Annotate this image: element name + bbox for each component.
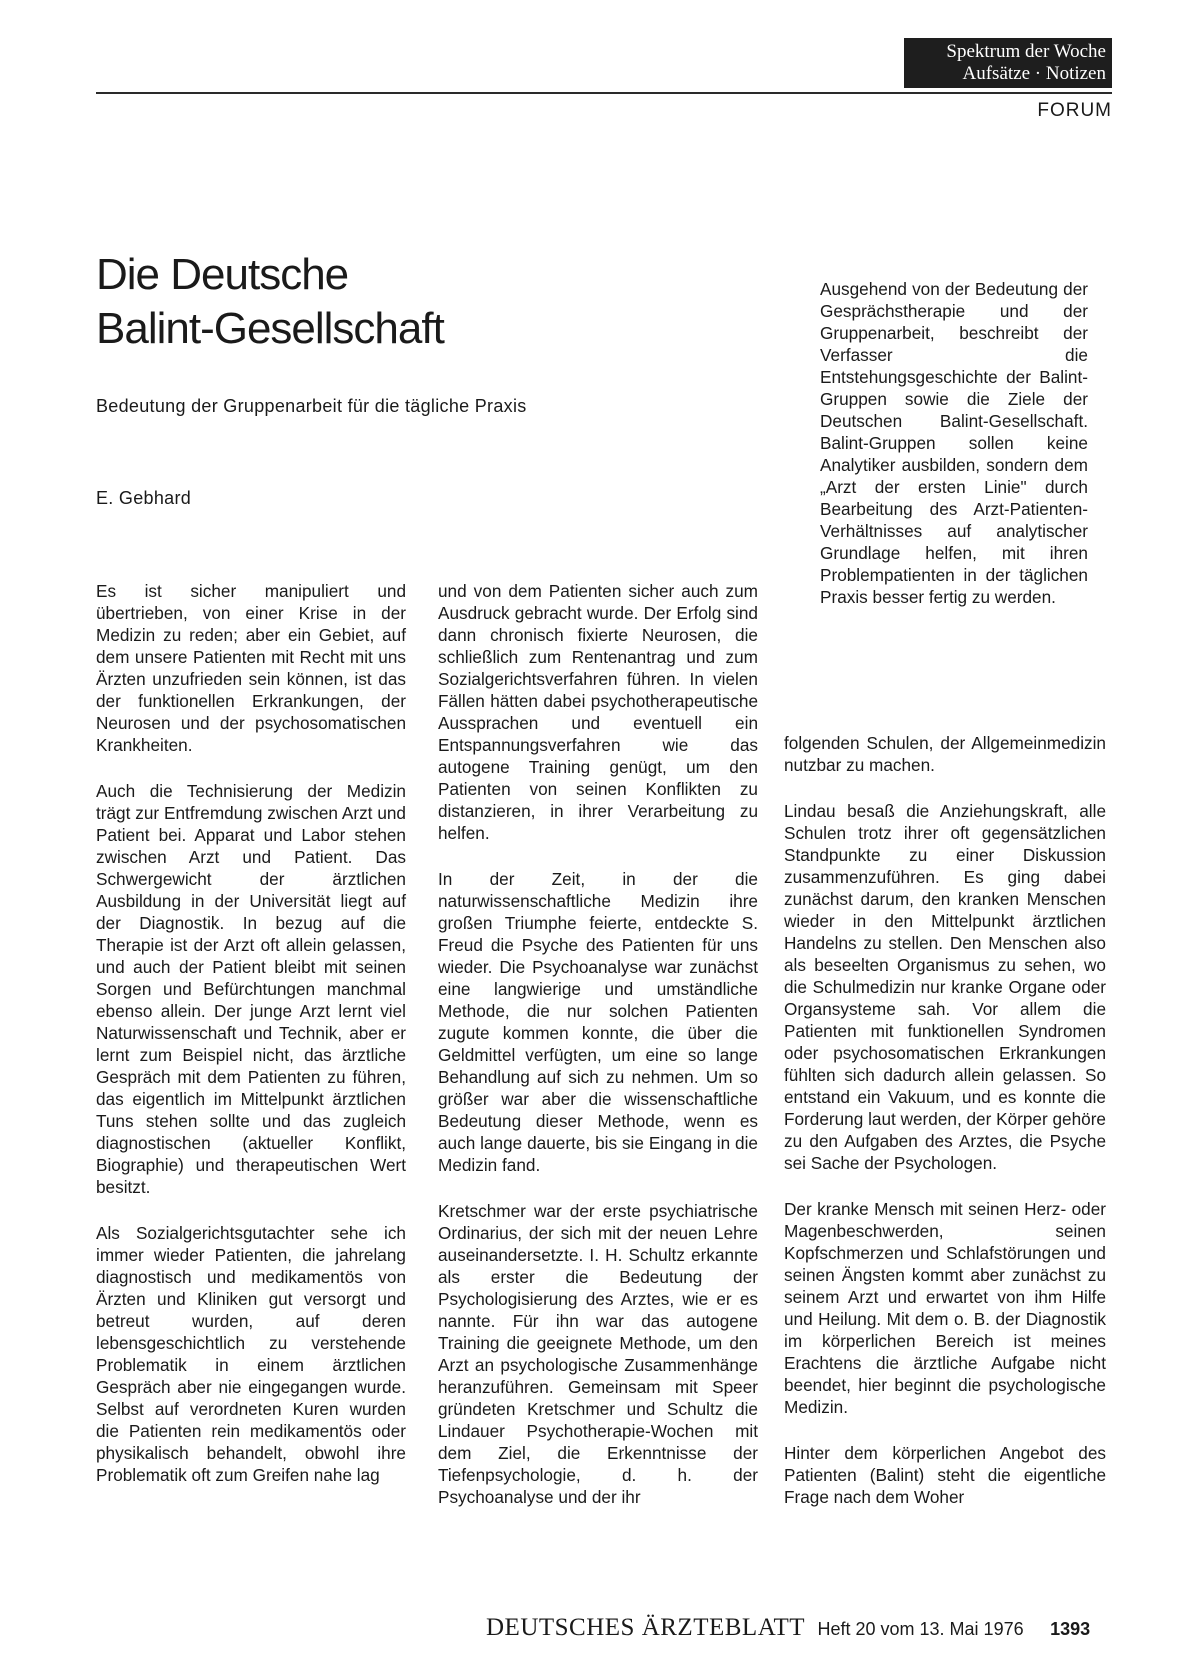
header-rule <box>96 92 1112 94</box>
article-subtitle: Bedeutung der Gruppenarbeit für die tägliche Praxis <box>96 396 527 416</box>
paragraph: Hinter dem körperlichen Angebot des Patienten (Balint) steht die eigentliche Frage nach dem Woher <box>784 1443 1106 1507</box>
badge-line-1: Spektrum der Woche <box>946 41 1106 62</box>
text-column-2 <box>438 580 758 1532</box>
section-label: FORUM <box>1037 100 1112 121</box>
journal-name: DEUTSCHES ÄRZTEBLATT <box>486 1614 806 1641</box>
article-author: E. Gebhard <box>96 488 192 508</box>
text-column-1 <box>96 580 406 1510</box>
paragraph: folgenden Schulen, der Allgemeinmedizin nutzbar zu machen. <box>784 733 1106 775</box>
paragraph: In der Zeit, in der die naturwissenschaftliche Medizin ihre großen Triumphe feierte, entdeckte S. Freud die Psyche des Patienten für uns wieder. Die Psychoanalyse war zunächst eine langwierige und umständliche Methode, die nur solchen Patienten zugute kommen konnte, die über die Geldmittel verfügten, um eine so lange Behandlung auf sich zu nehmen. Um so größer war aber die wissenschaftliche Bedeutung dieser Methode, wenn es auch lange dauerte, bis sie Eingang in die Medizin fand. <box>438 869 758 1175</box>
section-badge <box>904 38 1112 88</box>
page-footer <box>486 1614 1090 1642</box>
badge-line-2: Aufsätze · Notizen <box>962 63 1106 84</box>
paragraph: Kretschmer war der erste psychiatrische Ordinarius, der sich mit der neuen Lehre auseinandersetzte. I. H. Schultz erkannte als erster die Bedeutung der Psychologisierung des Arztes, wie er es nannte. Für ihn war das autogene Training die geeignete Methode, um den Arzt an psychologische Zusammenhänge heranzuführen. Gemeinsam mit Speer gründeten Kretschmer und Schultz die Lindauer Psychotherapie-Wochen mit dem Ziel, die Erkenntnisse der Tiefenpsychologie, d. h. der Psychoanalyse und der ihr <box>438 1201 758 1507</box>
paragraph: Auch die Technisierung der Medizin trägt zur Entfremdung zwischen Arzt und Patient bei. Apparat und Labor stehen zwischen Arzt und Patient. Das Schwergewicht der ärztlichen Ausbildung in der Universität liegt auf der Diagnostik. In bezug auf die Therapie ist der Arzt oft allein gelassen, und auch der Patient bleibt mit seinen Sorgen und Befürchtungen manchmal ebenso allein. Der junge Arzt lernt viel Naturwissenschaft und Technik, aber er lernt zum Beispiel nicht, das ärztliche Gespräch mit dem Patienten zu führen, das eigentlich im Mittelpunkt ärztlichen Tuns stehen sollte und das zugleich diagnostischen (aktueller Konflikt, Biographie) und therapeutischen Wert besitzt. <box>96 781 406 1197</box>
article-title <box>96 248 696 356</box>
paragraph: Der kranke Mensch mit seinen Herz- oder Magenbeschwerden, seinen Kopfschmerzen und Schlafstörungen und seinen Ängsten kommt aber zunächst zu seinem Arzt und erwartet von ihm Hilfe und Heilung. Mit dem o. B. der Diagnostik im körperlichen Bereich ist meines Erachtens die ärztliche Aufgabe nicht beendet, hier beginnt die psychologische Medizin. <box>784 1199 1106 1417</box>
text-column-3 <box>784 732 1106 1532</box>
issue-info: Heft 20 vom 13. Mai 1976 <box>817 1619 1024 1639</box>
abstract: Ausgehend von der Bedeutung der Gesprächstherapie und der Gruppenarbeit, beschreibt der Verfasser die Entstehungsgeschichte der Balint-Gruppen sowie die Ziele der Deutschen Balint-Gesellschaft. Balint-Gruppen sollen keine Analytiker ausbilden, sondern dem „Arzt der ersten Linie" durch Bearbeitung des Arzt-Patienten-Verhältnisses auf analytischer Grundlage helfen, mit ihren Problempatienten in der täglichen Praxis besser fertig zu werden. <box>820 279 1088 607</box>
title-line-1: Die Deutsche <box>96 250 349 299</box>
paragraph: Als Sozialgerichtsgutachter sehe ich immer wieder Patienten, die jahrelang diagnostisch und medikamentös von Ärzten und Kliniken gut versorgt und betreut wurden, auf deren lebensgeschichtlich zu verstehende Problematik in einem ärztlichen Gespräch aber nie eingegangen wurde. Selbst auf verordneten Kuren wurden die Patienten rein medikamentös oder physikalisch behandelt, obwohl ihre Problematik oft zum Greifen nahe lag <box>96 1223 406 1485</box>
paragraph: Lindau besaß die Anziehungskraft, alle Schulen trotz ihrer oft gegensätzlichen Standpunkte zu einer Diskussion zusammenzuführen. Es ging dabei zunächst darum, den kranken Menschen wieder in den Mittelpunkt ärztlichen Handelns zu stellen. Den Menschen also als beseelten Organismus zu sehen, wo die Schulmedizin nur kranke Organe oder Organsysteme sah. Vor allem die Patienten mit funktionellen Syndromen oder psychosomatischen Erkrankungen fühlten sich dadurch allein gelassen. So entstand ein Vakuum, und es konnte die Forderung laut werden, der Körper gehöre zu den Aufgaben des Arztes, die Psyche sei Sache der Psychologen. <box>784 801 1106 1173</box>
paragraph: und von dem Patienten sicher auch zum Ausdruck gebracht wurde. Der Erfolg sind dann chronisch fixierte Neurosen, die schließlich zum Rentenantrag und zum Sozialgerichtsverfahren führen. In vielen Fällen hätten dabei psychotherapeutische Aussprachen und eventuell ein Entspannungsverfahren wie das autogene Training genügt, um den Patienten von seinen Konflikten zu distanzieren, in ihrer Verarbeitung zu helfen. <box>438 581 758 843</box>
paragraph: Es ist sicher manipuliert und übertrieben, von einer Krise in der Medizin zu reden; aber ein Gebiet, auf dem unsere Patienten mit Recht mit uns Ärzten unzufrieden sein können, ist das der funktionellen Erkrankungen, der Neurosen und der psychosomatischen Krankheiten. <box>96 581 406 755</box>
title-line-2: Balint-Gesellschaft <box>96 304 444 353</box>
page-number: 1393 <box>1050 1619 1091 1639</box>
